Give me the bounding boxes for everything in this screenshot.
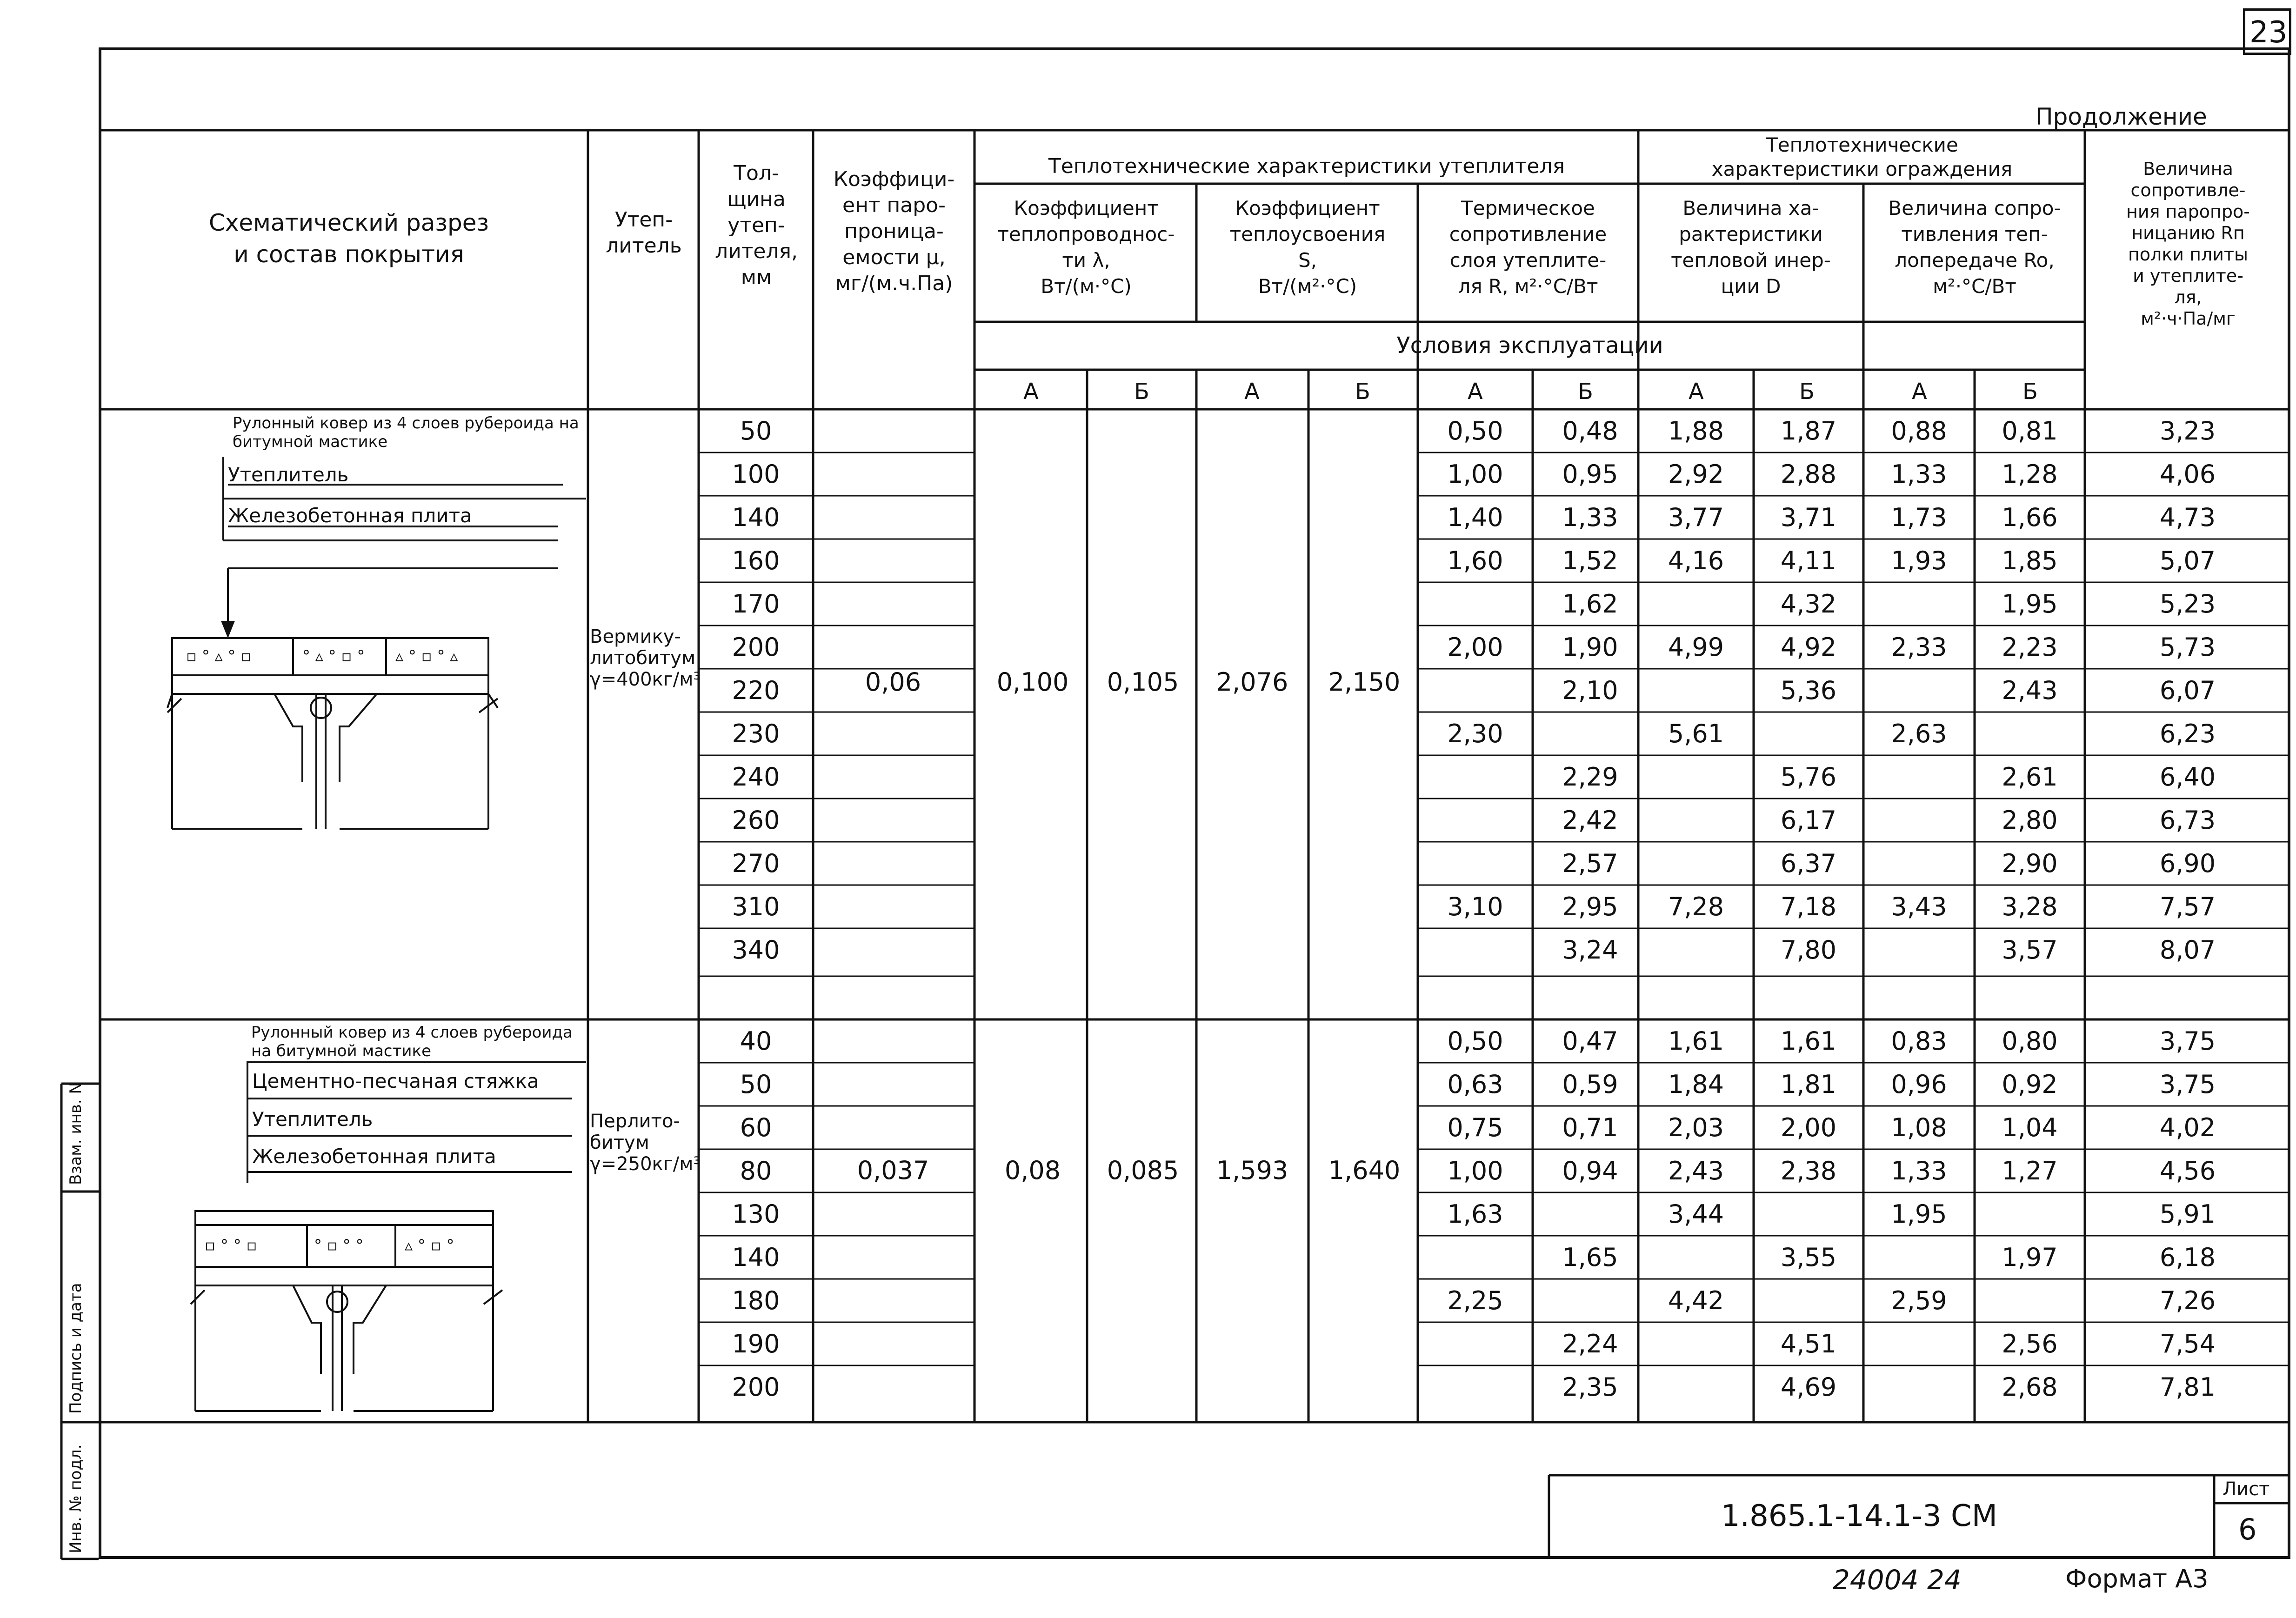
cell-ro-b: 1,27 (2002, 1156, 2058, 1185)
table-row (0, 1279, 2296, 1322)
layer-label: Утеплитель (228, 463, 349, 486)
col-ro-a: А (1912, 379, 1927, 405)
cell-d-a (1638, 799, 1754, 842)
cell-t: 240 (732, 762, 780, 792)
cell-t: 100 (732, 459, 780, 489)
col-d-a: А (1689, 379, 1704, 405)
table-row (0, 1192, 2296, 1236)
table-row (0, 582, 2296, 626)
header-inertia: Величина ха- рактеристики тепловой инер- ции D (1671, 197, 1831, 298)
cell-d-b: 4,92 (1780, 633, 1837, 662)
cell-r-b: 2,42 (1562, 806, 1618, 835)
cell-rp: 7,54 (2159, 1329, 2216, 1358)
cell-ro-b: 2,23 (2002, 633, 2058, 662)
cell-r-a: 0,50 (1447, 1026, 1503, 1056)
cell-d-b: 1,61 (1780, 1026, 1837, 1056)
table-row (0, 496, 2296, 539)
cell-rp: 3,75 (2159, 1070, 2216, 1099)
table-row (0, 755, 2296, 799)
section-2-s-b: 1,640 (1328, 1156, 1401, 1185)
cell-r-b: 2,57 (1562, 849, 1618, 878)
table-row (0, 1145, 2296, 1192)
layer-label: Рулонный ковер из 4 слоев рубероида на битумной мастике (233, 414, 579, 451)
cell-r-a (1418, 755, 1533, 799)
cell-d-b: 2,00 (1780, 1113, 1837, 1142)
cell-rp: 5,91 (2159, 1199, 2216, 1229)
table-row (0, 928, 2296, 972)
cell-d-b: 4,51 (1780, 1329, 1837, 1358)
cell-r-a (1418, 799, 1533, 842)
cell-r-a (1418, 1365, 1533, 1409)
sheet-number: 6 (2238, 1512, 2257, 1546)
layer-label: Железобетонная плита (252, 1145, 496, 1168)
cell-rp: 3,75 (2159, 1026, 2216, 1056)
cell-r-b: 1,33 (1562, 503, 1618, 532)
cell-rp: 7,26 (2159, 1286, 2216, 1315)
cell-ro-a (1863, 755, 1975, 799)
cell-t: 270 (732, 849, 780, 878)
cell-rp: 6,23 (2159, 719, 2216, 748)
section-1-s-a: 2,076 (1216, 667, 1288, 697)
table-row (0, 1063, 2296, 1106)
cell-rp: 5,07 (2159, 546, 2216, 575)
table-row (0, 712, 2296, 755)
cell-ro-b: 2,68 (2002, 1372, 2058, 1402)
cell-rp: 7,81 (2159, 1372, 2216, 1402)
cell-r-a: 1,63 (1447, 1199, 1503, 1229)
section-1-insulation: Вермику- литобитум γ=400кг/м³ (590, 626, 701, 690)
cell-d-a: 7,28 (1668, 892, 1724, 921)
svg-text:▫ ° ▵ ° ▫: ▫ ° ▵ ° ▫ (186, 647, 252, 666)
section-1-s-b: 2,150 (1328, 667, 1401, 697)
cell-ro-b: 2,43 (2002, 676, 2058, 705)
table-row (0, 842, 2296, 885)
cell-r-b: 1,90 (1562, 633, 1618, 662)
cell-d-a: 5,61 (1668, 719, 1724, 748)
cell-r-a: 1,00 (1447, 1156, 1503, 1185)
cell-r-a (1418, 669, 1533, 712)
header-vapor-coef: Коэффици- ент паро- проница- емости μ, мг/(м.ч.Па) (833, 167, 955, 295)
cell-ro-b: 2,80 (2002, 806, 2058, 835)
svg-text:▵ ° ▫ °: ▵ ° ▫ ° (405, 1236, 454, 1255)
cell-rp: 6,90 (2159, 849, 2216, 878)
cell-t: 230 (732, 719, 780, 748)
layer-label: Рулонный ковер из 4 слоев рубероида на битумной мастике (251, 1023, 573, 1060)
cell-d-a (1638, 755, 1754, 799)
section-1-lambda-b: 0,105 (1107, 667, 1179, 697)
page-number: 23 (2249, 15, 2288, 50)
cell-r-a: 1,00 (1447, 459, 1503, 489)
col-ro-b: Б (2022, 379, 2038, 405)
table-row (0, 539, 2296, 582)
cell-r-b: 0,94 (1562, 1156, 1618, 1185)
cell-d-b: 3,71 (1780, 503, 1837, 532)
cell-t: 310 (732, 892, 780, 921)
cell-ro-a: 1,95 (1891, 1199, 1947, 1229)
cell-rp: 4,56 (2159, 1156, 2216, 1185)
cell-t: 170 (732, 589, 780, 619)
header-envelope-group: Теплотехнические характеристики ограждения (1711, 133, 2013, 180)
cell-ro-a: 0,83 (1891, 1026, 1947, 1056)
table-row (0, 1322, 2296, 1365)
cell-ro-a: 2,63 (1891, 719, 1947, 748)
sheet-label: Лист (2223, 1478, 2270, 1500)
cell-r-a (1418, 1322, 1533, 1365)
col-lambda-a: А (1023, 379, 1039, 405)
cell-r-b: 0,59 (1562, 1070, 1618, 1099)
cell-ro-a (1863, 928, 1975, 972)
cell-r-b: 2,35 (1562, 1372, 1618, 1402)
cell-ro-a (1863, 842, 1975, 885)
cell-d-b: 4,69 (1780, 1372, 1837, 1402)
cell-ro-b: 2,61 (2002, 762, 2058, 792)
cell-r-a: 3,10 (1447, 892, 1503, 921)
header-insulation: Утеп- литель (606, 208, 682, 258)
cell-ro-a (1863, 799, 1975, 842)
sheet-format: Формат А3 (2065, 1564, 2209, 1593)
layer-label: Железобетонная плита (228, 504, 472, 527)
table-row (0, 626, 2296, 669)
cell-t: 220 (732, 676, 780, 705)
cell-ro-a: 1,08 (1891, 1113, 1947, 1142)
cell-d-a: 1,84 (1668, 1070, 1724, 1099)
header-thermal-group: Теплотехнические характеристики утеплителя (1048, 154, 1565, 178)
cell-rp: 6,40 (2159, 762, 2216, 792)
cell-t: 140 (732, 503, 780, 532)
cell-ro-b: 2,56 (2002, 1329, 2058, 1358)
stamp-sign-date: Подпись и дата (67, 1283, 85, 1414)
cell-ro-a (1863, 582, 1975, 626)
col-r-a: А (1468, 379, 1483, 405)
cell-r-b: 0,71 (1562, 1113, 1618, 1142)
cell-ro-a: 1,33 (1891, 459, 1947, 489)
cell-r-a: 0,63 (1447, 1070, 1503, 1099)
cell-d-a (1638, 1236, 1754, 1279)
cell-ro-b (1975, 1279, 2085, 1322)
col-d-b: Б (1799, 379, 1815, 405)
cell-r-a: 0,75 (1447, 1113, 1503, 1142)
cell-d-a (1638, 669, 1754, 712)
cell-d-b: 6,37 (1780, 849, 1837, 878)
table-row (0, 1236, 2296, 1279)
cell-r-a: 0,50 (1447, 416, 1503, 446)
cell-r-a: 2,25 (1447, 1286, 1503, 1315)
svg-text:° ▫ ° °: ° ▫ ° ° (314, 1236, 364, 1255)
cell-ro-b: 1,85 (2002, 546, 2058, 575)
cell-d-a: 4,42 (1668, 1286, 1724, 1315)
cell-d-a (1638, 582, 1754, 626)
cell-r-a (1418, 928, 1533, 972)
cell-d-a: 4,99 (1668, 633, 1724, 662)
cell-d-b: 4,11 (1780, 546, 1837, 575)
cell-ro-a: 1,73 (1891, 503, 1947, 532)
cell-rp: 8,07 (2159, 935, 2216, 965)
cell-d-a (1638, 1322, 1754, 1365)
archive-number: 24004 24 (1833, 1564, 1962, 1596)
cell-rp: 6,73 (2159, 806, 2216, 835)
table-row (0, 1019, 2296, 1063)
cell-d-a (1638, 928, 1754, 972)
cell-ro-a (1863, 1365, 1975, 1409)
cell-t: 80 (740, 1156, 772, 1185)
cell-ro-b: 1,97 (2002, 1243, 2058, 1272)
table-row (0, 669, 2296, 712)
cell-ro-b: 3,28 (2002, 892, 2058, 921)
cell-r-a: 1,60 (1447, 546, 1503, 575)
cell-ro-a (1863, 1322, 1975, 1365)
section-1-vapor-coef: 0,06 (865, 667, 921, 697)
cell-ro-b: 2,90 (2002, 849, 2058, 878)
cell-d-b: 4,32 (1780, 589, 1837, 619)
cell-ro-b: 0,81 (2002, 416, 2058, 446)
cell-rp: 5,73 (2159, 633, 2216, 662)
cell-ro-b (1975, 712, 2085, 755)
cell-r-b: 1,52 (1562, 546, 1618, 575)
cell-ro-a: 3,43 (1891, 892, 1947, 921)
cell-r-b: 1,62 (1562, 589, 1618, 619)
cell-ro-b: 1,04 (2002, 1113, 2058, 1142)
cell-ro-a (1863, 669, 1975, 712)
cell-rp: 6,18 (2159, 1243, 2216, 1272)
layer-label: Утеплитель (252, 1108, 373, 1131)
cell-t: 130 (732, 1199, 780, 1229)
cell-t: 260 (732, 806, 780, 835)
cell-ro-a: 0,88 (1891, 416, 1947, 446)
svg-text:▫ ° ° ▫: ▫ ° ° ▫ (205, 1236, 257, 1255)
cell-r-b: 1,65 (1562, 1243, 1618, 1272)
continuation-label: Продолжение (2036, 103, 2207, 130)
section-2-lambda-a: 0,08 (1004, 1156, 1061, 1185)
cell-rp: 4,73 (2159, 503, 2216, 532)
cell-t: 200 (732, 1372, 780, 1402)
cell-d-b: 5,36 (1780, 676, 1837, 705)
cell-t: 50 (740, 416, 772, 446)
cell-d-a: 4,16 (1668, 546, 1724, 575)
header-vapor-resistance: Величина сопротивле- ния паропро- ницанию Rп полки плиты и утеплите- ля, м²·ч·Па/мг (2126, 159, 2250, 329)
header-absorption: Коэффициент теплоусвоения S, Вт/(м²·°С) (1229, 197, 1386, 298)
cell-r-a (1418, 842, 1533, 885)
cell-ro-b (1975, 1192, 2085, 1236)
col-s-a: А (1244, 379, 1260, 405)
cell-r-b: 2,24 (1562, 1329, 1618, 1358)
cell-d-b: 1,87 (1780, 416, 1837, 446)
svg-text:° ▵ ° ▫ °: ° ▵ ° ▫ ° (302, 647, 365, 666)
table-row (0, 1106, 2296, 1149)
cell-d-b: 7,18 (1780, 892, 1837, 921)
cell-ro-b: 1,66 (2002, 503, 2058, 532)
cell-t: 140 (732, 1243, 780, 1272)
cell-d-a: 2,43 (1668, 1156, 1724, 1185)
cell-r-a (1418, 582, 1533, 626)
cell-t: 40 (740, 1026, 772, 1056)
section-1-lambda-a: 0,100 (996, 667, 1069, 697)
cell-ro-a: 0,96 (1891, 1070, 1947, 1099)
col-s-b: Б (1355, 379, 1370, 405)
cell-d-a: 1,61 (1668, 1026, 1724, 1056)
cell-ro-a: 1,33 (1891, 1156, 1947, 1185)
table-row (0, 409, 2296, 453)
section-2-insulation: Перлито- битум γ=250кг/м³ (590, 1111, 701, 1175)
cell-t: 180 (732, 1286, 780, 1315)
cell-d-a (1638, 842, 1754, 885)
cell-d-b: 2,88 (1780, 459, 1837, 489)
cell-t: 60 (740, 1113, 772, 1142)
cell-d-b: 1,81 (1780, 1070, 1837, 1099)
cell-ro-b: 0,80 (2002, 1026, 2058, 1056)
section-2-s-a: 1,593 (1216, 1156, 1288, 1185)
cell-ro-a: 2,59 (1891, 1286, 1947, 1315)
cell-d-a: 3,77 (1668, 503, 1724, 532)
col-r-b: Б (1578, 379, 1593, 405)
cell-ro-b: 0,92 (2002, 1070, 2058, 1099)
header-conditions: Условия эксплуатации (1396, 333, 1663, 359)
cell-d-a: 3,44 (1668, 1199, 1724, 1229)
cell-r-b: 0,48 (1562, 416, 1618, 446)
cell-ro-b: 1,28 (2002, 459, 2058, 489)
header-transfer: Величина сопро- тивления теп- лопередаче Ro, м²·°С/Вт (1888, 197, 2061, 298)
cell-t: 50 (740, 1070, 772, 1099)
header-thickness: Тол- щина утеп- лителя, мм (715, 161, 798, 289)
cell-rp: 6,07 (2159, 676, 2216, 705)
cell-t: 200 (732, 633, 780, 662)
cell-t: 160 (732, 546, 780, 575)
cell-d-b: 6,17 (1780, 806, 1837, 835)
stamp-inv-repl: Взам. инв. N (67, 1082, 85, 1185)
cell-rp: 5,23 (2159, 589, 2216, 619)
cell-d-a (1638, 1365, 1754, 1409)
cell-ro-a: 1,93 (1891, 546, 1947, 575)
cell-d-b (1754, 1279, 1863, 1322)
header-resistance: Термическое сопротивление слоя утеплите- ля R, м²·°С/Вт (1449, 197, 1607, 298)
cell-r-b (1533, 1192, 1648, 1236)
svg-text:▵ ° ▫ ° ▵: ▵ ° ▫ ° ▵ (395, 647, 458, 666)
cell-d-b: 3,55 (1780, 1243, 1837, 1272)
stamp-inv-orig: Инв. № подл. (67, 1444, 85, 1553)
cell-rp: 4,02 (2159, 1113, 2216, 1142)
cell-r-b: 2,29 (1562, 762, 1618, 792)
cell-t: 340 (732, 935, 780, 965)
cell-d-b (1754, 1192, 1863, 1236)
cell-ro-b: 1,95 (2002, 589, 2058, 619)
cell-r-b: 2,10 (1562, 676, 1618, 705)
cell-rp: 4,06 (2159, 459, 2216, 489)
cell-r-b: 0,95 (1562, 459, 1618, 489)
cell-d-b: 2,38 (1780, 1156, 1837, 1185)
cell-rp: 3,23 (2159, 416, 2216, 446)
section-2-lambda-b: 0,085 (1107, 1156, 1179, 1185)
cell-ro-b: 3,57 (2002, 935, 2058, 965)
section-2-vapor-coef: 0,037 (857, 1156, 929, 1185)
cell-ro-a: 2,33 (1891, 633, 1947, 662)
document-code: 1.865.1-14.1-3 СМ (1721, 1499, 1997, 1533)
cell-r-a: 1,40 (1447, 503, 1503, 532)
cell-ro-a (1863, 1236, 1975, 1279)
header-scheme: Схематический разрез и состав покрытия (208, 209, 489, 268)
layer-label: Цементно-песчаная стяжка (252, 1070, 539, 1092)
cell-d-a: 2,92 (1668, 459, 1724, 489)
cell-d-a: 1,88 (1668, 416, 1724, 446)
cell-r-a (1418, 1236, 1533, 1279)
cell-d-a: 2,03 (1668, 1113, 1724, 1142)
cell-d-b: 7,80 (1780, 935, 1837, 965)
cell-d-b (1754, 712, 1863, 755)
table-row (0, 1365, 2296, 1409)
cell-rp: 7,57 (2159, 892, 2216, 921)
header-conductivity: Коэффициент теплопроводнос- ти λ, Вт/(м·°С) (997, 197, 1175, 298)
cell-r-b: 2,95 (1562, 892, 1618, 921)
cell-r-b (1533, 712, 1648, 755)
cell-r-a: 2,30 (1447, 719, 1503, 748)
cell-r-a: 2,00 (1447, 633, 1503, 662)
cell-r-b: 0,47 (1562, 1026, 1618, 1056)
table-row (0, 885, 2296, 928)
cell-r-b (1533, 1279, 1648, 1322)
cell-t: 190 (732, 1329, 780, 1358)
col-lambda-b: Б (1134, 379, 1149, 405)
table-row (0, 799, 2296, 842)
table-row (0, 453, 2296, 496)
cell-r-b: 3,24 (1562, 935, 1618, 965)
cell-d-b: 5,76 (1780, 762, 1837, 792)
